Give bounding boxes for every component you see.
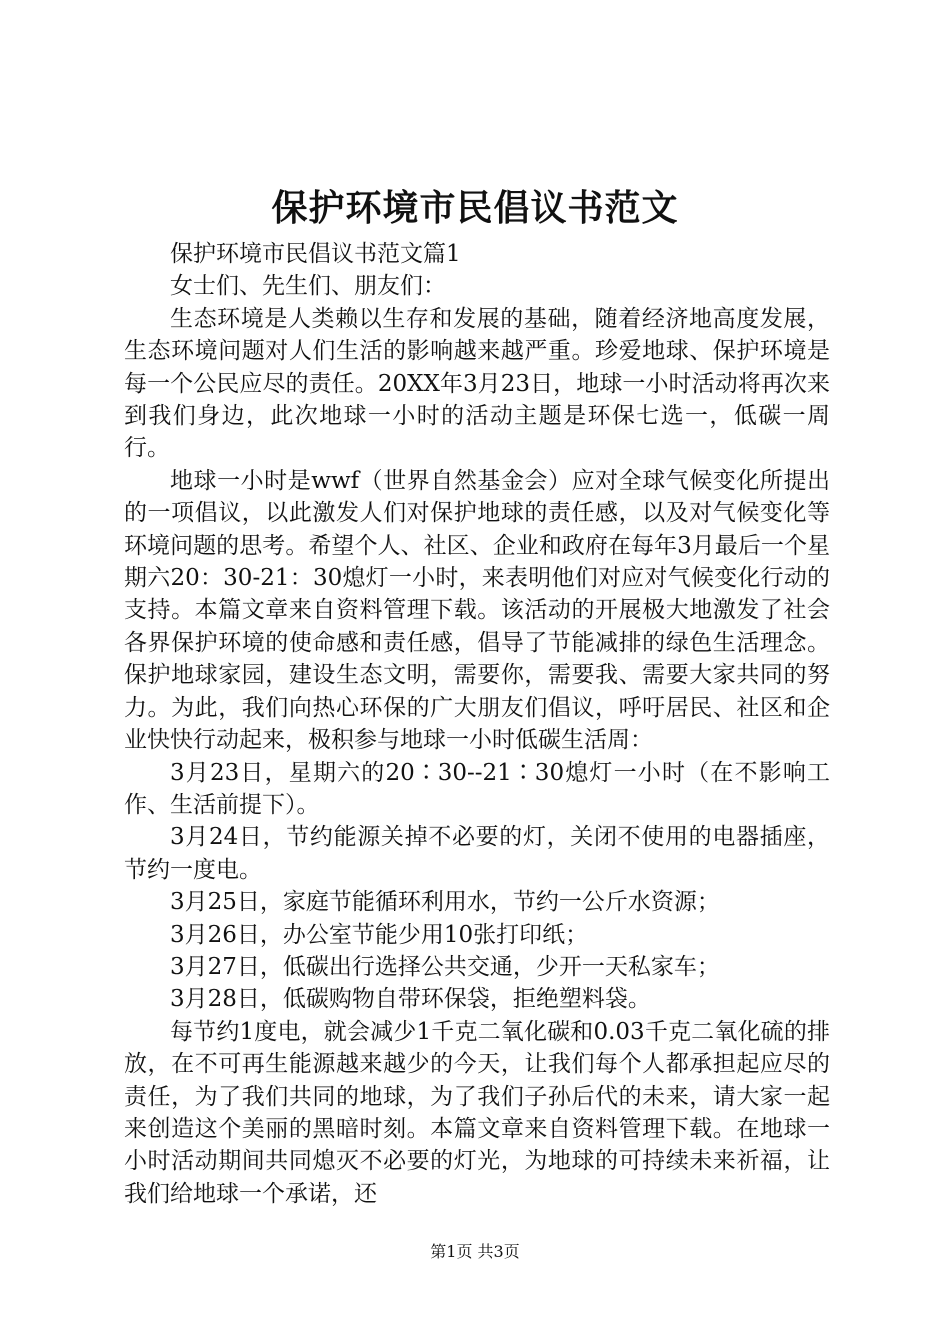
- schedule-item: 3月26日，办公室节能少用10张打印纸；: [170, 921, 589, 948]
- document-title: 保护环境市民倡议书范文: [271, 187, 679, 229]
- schedule-item: 3月25日，家庭节能循环利用水，节约一公斤水资源；: [170, 889, 720, 916]
- schedule-item: 3月24日，节约能源关掉不必要的灯，关闭不使用的电器插座，节约一度电。: [124, 824, 830, 883]
- page-footer: 第1页 共3页: [430, 1242, 520, 1261]
- paragraph: 地球一小时是wwf（世界自然基金会）应对全球气候变化所提出的一项倡议，以此激发人们对保护地球的责任感，以及对气候变化等环境问题的思考。希望个人、社区、企业和政府在每年3月最后一个星期六20：30-21：30熄灯一小时，来表明他们对应对气候变化行动的支持。本篇文章来自资料管理下载。该活动的开展极大地激发了社会各界保护环境的使命感和责任感，倡导了节能减排的绿色生活理念。保护地球家园，建设生态文明，需要你，需要我、需要大家共同的努力。为此，我们向热心环保的广大朋友们倡议，呼吁居民、社区和企业快快行动起来，极积参与地球一小时低碳生活周：: [124, 467, 830, 754]
- document-body: [124, 238, 830, 1210]
- schedule-item: 3月27日，低碳出行选择公共交通，少开一天私家车；: [170, 953, 720, 980]
- paragraph: 每节约1度电，就会减少1千克二氧化碳和0.03千克二氧化硫的排放，在不可再生能源越来越少的今天，让我们每个人都承担起应尽的责任，为了我们共同的地球，为了我们子孙后代的未来，请大家一起来创造这个美丽的黑暗时刻。本篇文章来自资料管理下载。在地球一小时活动期间共同熄灭不必要的灯光，为地球的可持续未来祈福，让我们给地球一个承诺，还: [124, 1018, 830, 1207]
- paragraph: 生态环境是人类赖以生存和发展的基础，随着经济地高度发展，生态环境问题对人们生活的影响越来越严重。珍爱地球、保护环境是每一个公民应尽的责任。20XX年3月23日，地球一小时活动将再次来到我们身边，此次地球一小时的活动主题是环保七选一，低碳一周行。: [124, 305, 830, 462]
- schedule-item: 3月28日，低碳购物自带环保袋，拒绝塑料袋。: [170, 986, 651, 1013]
- schedule-item: 3月23日，星期六的20∶30--21∶30熄灯一小时（在不影响工作、生活前提下）。: [124, 759, 830, 818]
- salutation: 女士们、先生们、朋友们：: [170, 273, 446, 300]
- section-heading: 保护环境市民倡议书范文篇1: [170, 241, 461, 267]
